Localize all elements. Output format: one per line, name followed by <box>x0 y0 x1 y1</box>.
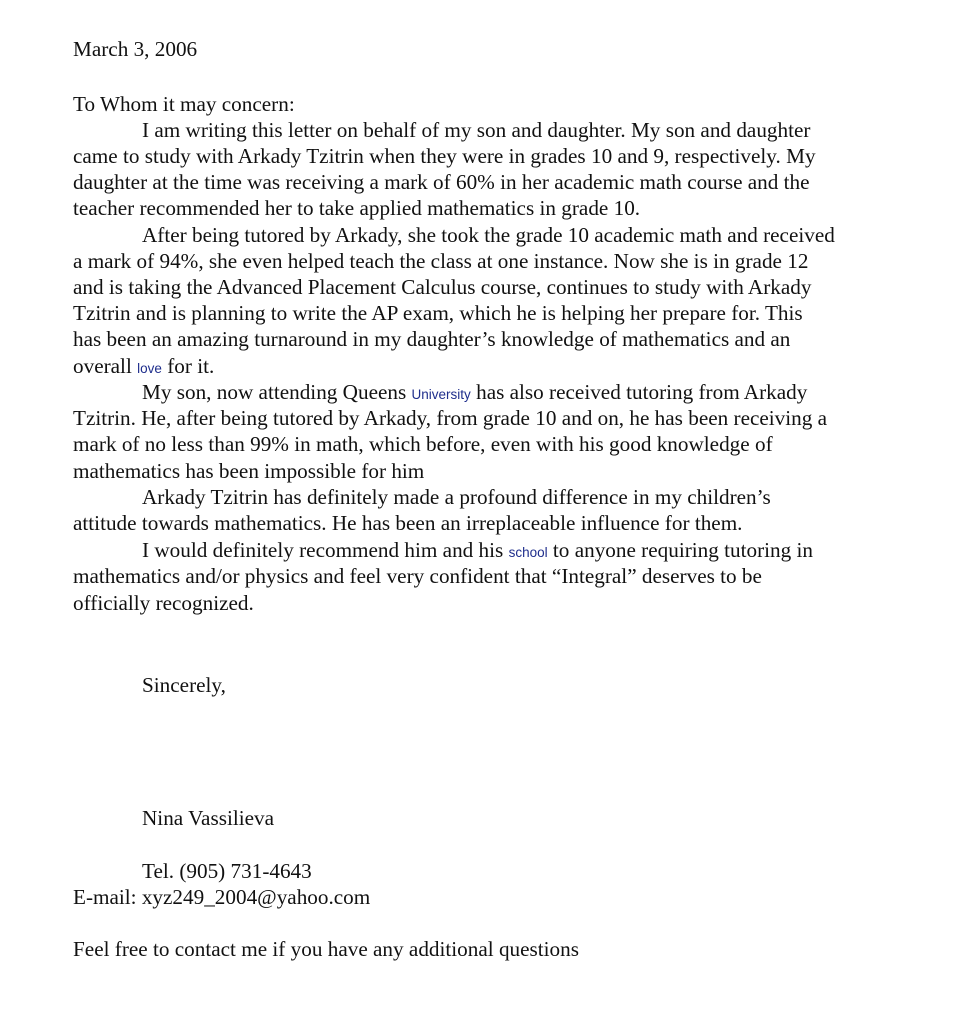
footer-note: Feel free to contact me if you have any additional questions <box>73 937 579 961</box>
paragraph-1-line-3: daughter at the time was receiving a mark of 60% in her academic math course and the <box>73 170 810 194</box>
signature-name: Nina Vassilieva <box>142 806 275 830</box>
text-segment: for it. <box>161 354 215 378</box>
paragraph-2-line-4: Tzitrin and is planning to write the AP exam, which he is helping her prepare for. This <box>73 301 803 325</box>
inserted-word: love <box>137 361 162 376</box>
paragraph-4-line-2: attitude towards mathematics. He has been an irreplaceable influence for them. <box>73 511 743 535</box>
paragraph-1-line-4: teacher recommended her to take applied mathematics in grade 10. <box>73 196 641 220</box>
email-address: E-mail: xyz249_2004@yahoo.com <box>73 885 371 909</box>
paragraph-4-line-1: Arkady Tzitrin has definitely made a profound difference in my children’s <box>142 485 771 509</box>
paragraph-1-line-1: I am writing this letter on behalf of my son and daughter. My son and daughter <box>142 118 811 142</box>
paragraph-2-line-6 <box>73 353 214 382</box>
paragraph-2-line-5: has been an amazing turnaround in my daughter’s knowledge of mathematics and an <box>73 327 791 351</box>
paragraph-5-line-3: officially recognized. <box>73 591 254 615</box>
paragraph-3-line-1 <box>142 379 807 408</box>
paragraph-5-line-1 <box>142 537 813 566</box>
text-segment: I would definitely recommend him and his <box>142 538 509 562</box>
closing: Sincerely, <box>142 673 226 697</box>
inserted-word: school <box>508 545 548 560</box>
paragraph-2-line-3: and is taking the Advanced Placement Calculus course, continues to study with Arkady <box>73 275 812 299</box>
paragraph-3-line-3: mark of no less than 99% in math, which before, even with his good knowledge of <box>73 432 773 456</box>
text-segment: to anyone requiring tutoring in <box>547 538 814 562</box>
text-segment: overall <box>73 354 138 378</box>
text-segment: My son, now attending Queens <box>142 380 412 404</box>
paragraph-3-line-2: Tzitrin. He, after being tutored by Arkady, from grade 10 and on, he has been receiving a <box>73 406 828 430</box>
phone-number: Tel. (905) 731-4643 <box>142 859 312 883</box>
paragraph-1-line-2: came to study with Arkady Tzitrin when they were in grades 10 and 9, respectively. My <box>73 144 816 168</box>
inserted-word: University <box>411 387 471 402</box>
text-segment: has also received tutoring from Arkady <box>470 380 808 404</box>
paragraph-2-line-1: After being tutored by Arkady, she took the grade 10 academic math and received <box>142 223 835 247</box>
letter-date: March 3, 2006 <box>73 37 198 61</box>
paragraph-3-line-4: mathematics has been impossible for him <box>73 459 425 483</box>
paragraph-5-line-2: mathematics and/or physics and feel very confident that “Integral” deserves to be <box>73 564 762 588</box>
paragraph-2-line-2: a mark of 94%, she even helped teach the class at one instance. Now she is in grade 12 <box>73 249 809 273</box>
salutation: To Whom it may concern: <box>73 92 295 116</box>
